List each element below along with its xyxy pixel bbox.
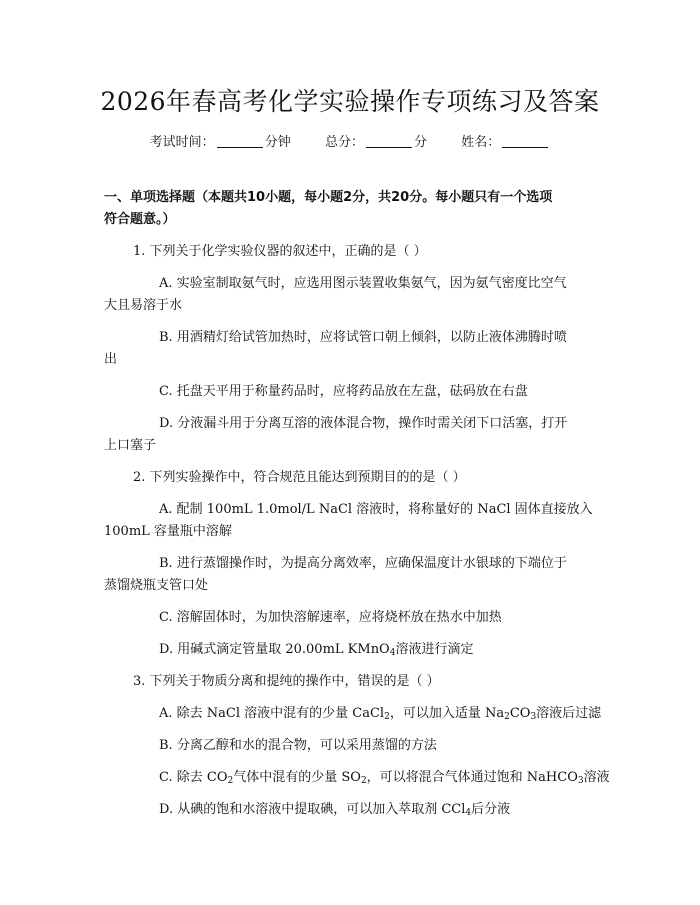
question-1-option-b-cont: 出 [104,352,118,367]
score-label: 总分： [324,135,364,150]
question-2-option-b-cont: 蒸馏烧瓶支管口处 [104,578,209,593]
exam-meta [0,131,700,150]
question-2-stem: 2. 下列实验操作中，符合规范且能达到预期目的的是（ ） [133,470,466,485]
page-title: 2026年春高考化学实验操作专项练习及答案 [100,87,600,116]
question-3-option-c: C. 除去 $CO_2$气体中混有的少量 $SO_2$，可以将混合气体通过饱和 NaHCO$_3$溶液 [159,770,610,786]
time-label: 考试时间： [149,135,215,150]
question-3-stem: 3. 下列关于物质分离和提纯的操作中，错误的是（ ） [133,674,440,689]
question-3-option-a: A. 除去 NaCl 溶液中混有的少量 CaCl$_2$，可以加入适量 $Na_2CO_3$溶液后过滤 [159,706,602,722]
question-1-option-a: A. 实验室制取氨气时，应选用图示装置收集氨气，因为氨气密度比空气 [159,276,567,291]
score-blank [366,135,412,148]
name-blank [502,135,548,148]
time-blank [217,135,263,148]
section-heading [104,187,600,231]
question-1-stem: 1. 下列关于化学实验仪器的叙述中，正确的是（ ） [133,244,427,259]
question-2-option-a: A. 配制 100mL 1.0mol/L NaCl 溶液时，将称量好的 NaCl 固体直接放入 [159,502,593,517]
question-1-option-c: C. 托盘天平用于称量药品时，应将药品放在左盘，砝码放在右盘 [159,384,528,399]
time-unit: 分钟 [264,135,291,150]
question-1-option-d: D. 分液漏斗用于分离互溶的液体混合物，操作时需关闭下口活塞，打开 [159,416,568,431]
question-2-option-d: D. 用碱式滴定管量取 20.00mL KMnO$_4$溶液进行滴定 [159,642,474,658]
question-1-option-a-cont: 大且易溶于水 [104,298,183,313]
question-2-option-c: C. 溶解固体时，为加快溶解速率，应将烧杯放在热水中加热 [159,610,502,625]
question-3-option-d: D. 从碘的饱和水溶液中提取碘，可以加入萃取剂 CCl$_4$后分液 [159,802,511,818]
question-2-option-a-cont: 100mL 容量瓶中溶解 [104,524,232,539]
question-2-option-b: B. 进行蒸馏操作时，为提高分离效率，应确保温度计水银球的下端位于 [159,556,567,571]
question-1-option-b: B. 用酒精灯给试管加热时，应将试管口朝上倾斜，以防止液体沸腾时喷 [159,330,567,345]
score-unit: 分 [414,135,428,150]
question-1-option-d-cont: 上口塞子 [104,438,157,453]
section-heading-line1: 一、单项选择题（本题共10小题，每小题2分，共20分。每小题只有一个选项 [104,190,553,205]
section-heading-line2: 符合题意。） [104,212,176,227]
question-3-option-b: B. 分离乙醇和水的混合物，可以采用蒸馏的方法 [159,738,437,753]
name-label: 姓名： [461,135,501,150]
